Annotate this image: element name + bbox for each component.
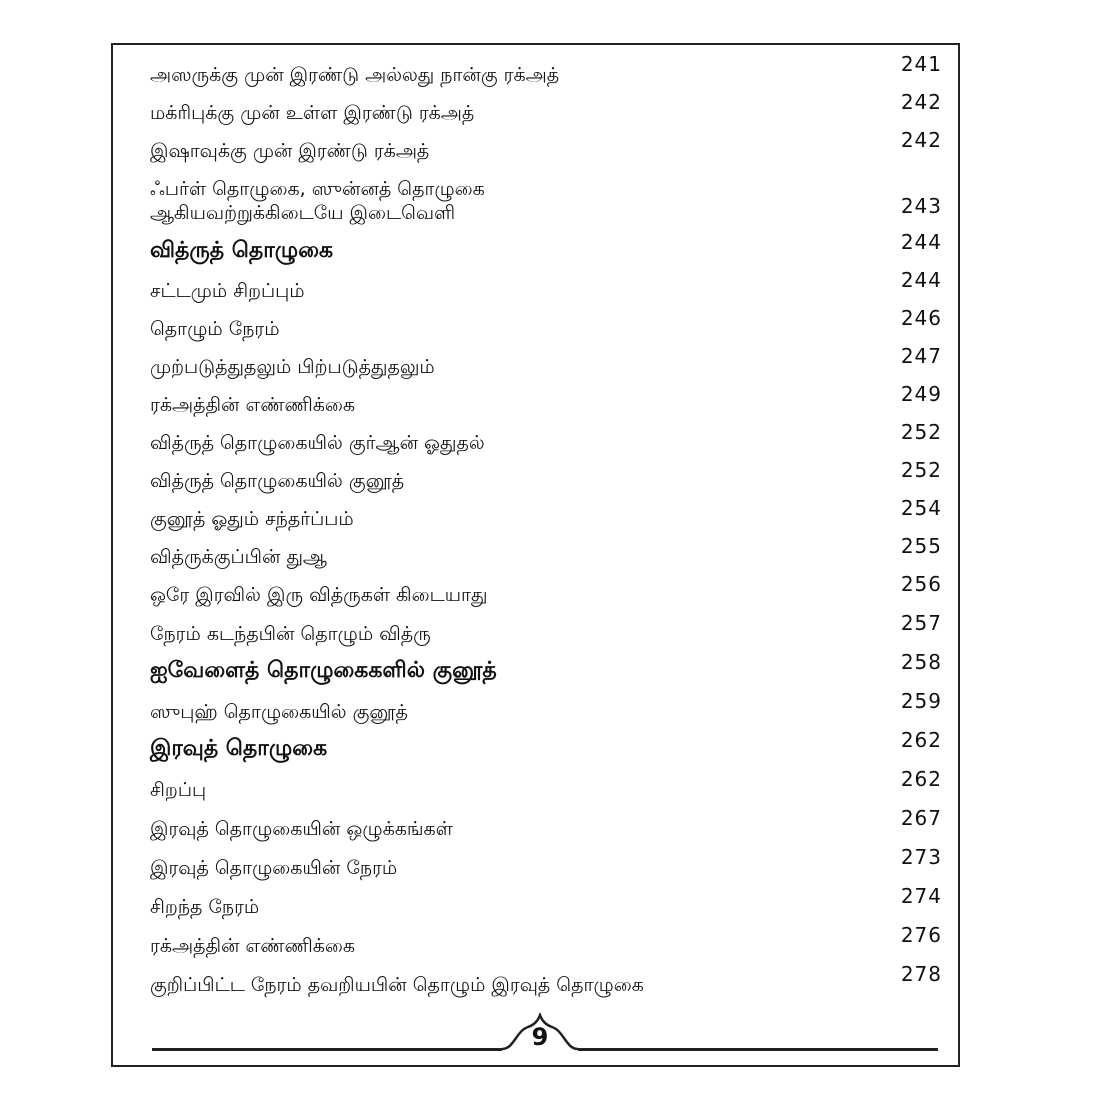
entry-page-number: 244 — [900, 268, 942, 292]
entry-title: இரவுத் தொழுகையின் நேரம் — [150, 857, 398, 879]
toc-entry — [150, 884, 950, 930]
toc-entry — [150, 962, 950, 1008]
entry-page-number: 242 — [900, 128, 942, 152]
toc-entry — [150, 767, 950, 813]
toc-entry — [150, 611, 950, 657]
toc-entry — [150, 420, 950, 466]
entry-title: வித்ருத் தொழுகையில் குர்ஆன் ஓதுதல் — [150, 432, 485, 454]
toc-entry — [150, 174, 950, 234]
entry-title: அஸருக்கு முன் இரண்டு அல்லது நான்கு ரக்அத் — [150, 64, 560, 86]
toc-entry — [150, 845, 950, 891]
entry-page-number: 246 — [900, 306, 942, 330]
entry-title: மக்ரிபுக்கு முன் உள்ள இரண்டு ரக்அத் — [150, 102, 475, 124]
entry-title: ரக்அத்தின் எண்ணிக்கை — [150, 394, 356, 416]
entry-title: ஒரே இரவில் இரு வித்ருகள் கிடையாது — [150, 584, 488, 606]
entry-page-number: 276 — [900, 923, 942, 947]
footer-rule-left — [152, 1048, 502, 1051]
entry-page-number: 242 — [900, 90, 942, 114]
page-number: 9 — [531, 1023, 549, 1051]
entry-page-number: 278 — [900, 962, 942, 986]
entry-title: ஃபர்ள் தொழுகை, ஸுன்னத் தொழுகை — [150, 178, 485, 200]
toc-entry — [150, 458, 950, 504]
entry-title: தொழும் நேரம் — [150, 318, 280, 340]
entry-title: வித்ருத் தொழுகையில் குனூத் — [150, 470, 405, 492]
entry-page-number: 254 — [900, 496, 942, 520]
entry-page-number: 274 — [900, 884, 942, 908]
entry-page-number: 244 — [900, 230, 942, 254]
entry-page-number: 267 — [900, 806, 942, 830]
toc-entry — [150, 128, 950, 174]
toc-section-heading — [150, 650, 950, 696]
entry-page-number: 243 — [900, 194, 942, 218]
entry-page-number: 262 — [900, 728, 942, 752]
entry-page-number: 247 — [900, 344, 942, 368]
toc-entry — [150, 572, 950, 618]
entry-page-number: 259 — [900, 689, 942, 713]
entry-page-number: 257 — [900, 611, 942, 635]
toc-entry — [150, 344, 950, 390]
entry-page-number: 241 — [900, 52, 942, 76]
entry-page-number: 258 — [900, 650, 942, 674]
toc-entry — [150, 534, 950, 580]
entry-title: வித்ருக்குப்பின் துஆ — [150, 546, 327, 568]
toc-entry — [150, 52, 950, 98]
entry-title: ஸுபுஹ் தொழுகையில் குனூத் — [150, 701, 408, 723]
toc-section-heading — [150, 230, 950, 276]
toc-entry — [150, 923, 950, 969]
entry-title: நேரம் கடந்தபின் தொழும் வித்ரு — [150, 623, 431, 645]
entry-title: குறிப்பிட்ட நேரம் தவறியபின் தொழும் இரவுத் தொழுகை — [150, 974, 644, 996]
entry-title: சிறந்த நேரம் — [150, 896, 260, 918]
entry-page-number: 252 — [900, 420, 942, 444]
entry-title: சிறப்பு — [150, 779, 207, 801]
entry-title: இஷாவுக்கு முன் இரண்டு ரக்அத் — [150, 140, 430, 162]
entry-title: இரவுத் தொழுகை — [150, 736, 328, 761]
entry-title: குனூத் ஓதும் சந்தர்ப்பம் — [150, 508, 354, 530]
toc-entry — [150, 496, 950, 542]
folio-ornament — [500, 1013, 580, 1053]
entry-title-line-2: ஆகியவற்றுக்கிடையே இடைவெளி — [150, 202, 456, 224]
footer-rule-right — [578, 1048, 938, 1051]
entry-title: முற்படுத்துதலும் பிற்படுத்துதலும் — [150, 356, 435, 378]
toc-entry — [150, 90, 950, 136]
toc-entry — [150, 306, 950, 352]
entry-title: வித்ருத் தொழுகை — [150, 238, 334, 263]
toc-entry — [150, 382, 950, 428]
entry-title: ரக்அத்தின் எண்ணிக்கை — [150, 935, 356, 957]
toc-entry — [150, 806, 950, 852]
entry-title: சட்டமும் சிறப்பும் — [150, 280, 305, 302]
entry-page-number: 273 — [900, 845, 942, 869]
entry-page-number: 249 — [900, 382, 942, 406]
toc-entry — [150, 268, 950, 314]
entry-page-number: 252 — [900, 458, 942, 482]
toc-section-heading — [150, 728, 950, 774]
entry-page-number: 262 — [900, 767, 942, 791]
toc-entry — [150, 689, 950, 735]
entry-page-number: 256 — [900, 572, 942, 596]
entry-page-number: 255 — [900, 534, 942, 558]
entry-title: இரவுத் தொழுகையின் ஒழுக்கங்கள் — [150, 818, 453, 840]
entry-title: ஐவேளைத் தொழுகைகளில் குனூத் — [150, 658, 497, 683]
